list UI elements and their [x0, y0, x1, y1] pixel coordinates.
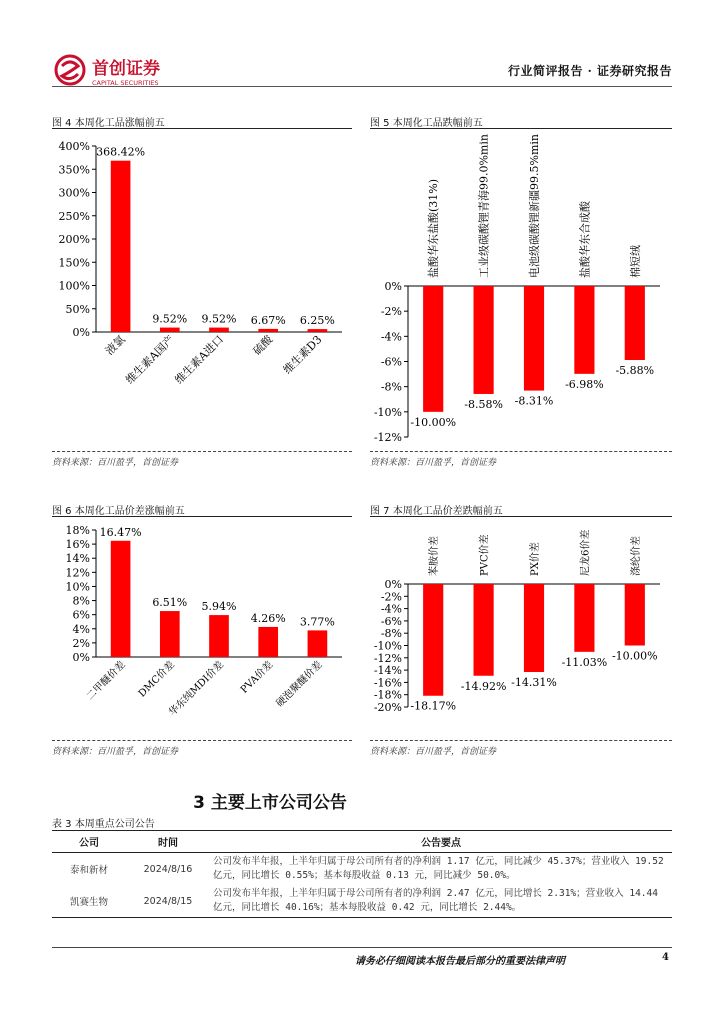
category-label: 维生素D3 [280, 332, 325, 377]
table-title: 表 3 本周重点公司公告 [52, 819, 155, 830]
data-label: -8.58% [464, 397, 503, 411]
cell-company: 泰和新材 [69, 865, 108, 876]
y-tick-label: 0% [72, 326, 90, 339]
figure-4-title: 图 4 本周化工品涨幅前五 [52, 118, 165, 129]
figure-6-source-rule [52, 740, 352, 741]
bar [308, 329, 328, 332]
y-tick-label: -10% [373, 639, 402, 653]
figure-4-source-rule [52, 451, 352, 452]
y-tick-label: -2% [380, 590, 402, 604]
data-label: 9.52% [152, 312, 188, 326]
header-divider [52, 86, 672, 87]
category-label: DMC价差 [136, 659, 177, 700]
category-label: 棉短绒 [628, 245, 642, 278]
cell-date: 2024/8/15 [126, 885, 210, 918]
y-tick-label: -14% [373, 664, 402, 678]
category-label: PVC价差 [479, 534, 491, 576]
bar [625, 584, 645, 646]
bar [524, 286, 544, 391]
y-tick-label: 150% [58, 256, 90, 270]
page-number: 4 [662, 952, 669, 963]
figure-7-title: 图 7 本周化工品价差跌幅前五 [370, 506, 503, 517]
bar [209, 328, 229, 332]
data-label: 368.42% [96, 145, 146, 159]
y-tick-label: -6% [380, 614, 402, 628]
bar [423, 584, 443, 696]
y-tick-label: -6% [380, 355, 402, 369]
y-tick-label: 250% [58, 209, 90, 223]
category-label: 硬泡聚醚价差 [274, 659, 325, 710]
col-header-date: 时间 [126, 831, 210, 853]
data-label: 16.47% [99, 525, 142, 539]
bar [474, 584, 494, 676]
bar [423, 286, 443, 412]
data-label: -11.03% [561, 655, 608, 669]
data-label: 6.51% [152, 596, 188, 610]
figure-5-source: 资料来源：百川盈孚，首创证券 [370, 458, 497, 468]
bar [308, 630, 328, 657]
report-type: 行业简评报告 · 证券研究报告 [507, 64, 672, 78]
cell-date: 2024/8/16 [143, 863, 193, 875]
data-label: 6.67% [250, 313, 286, 327]
data-label: -18.17% [410, 699, 457, 713]
logo-graphic [52, 54, 192, 88]
y-tick-label: -4% [380, 602, 402, 616]
cell-note: 公司发布半年报，上半年归属于母公司所有者的净利润 1.17 亿元，同比减少 45.37%；营业收入 19.52 亿元，同比增长 0.55%；基本每股收益 0.13 元，同比减少 50.0%。 [213, 856, 664, 881]
y-tick-label: 16% [65, 538, 90, 552]
y-tick-label: 0% [384, 280, 402, 293]
y-tick-label: 6% [72, 608, 90, 622]
section-title: 3 主要上市公司公告 [193, 793, 347, 813]
y-tick-label: 18% [65, 524, 90, 537]
category-label: 电池级碳酸锂新疆99.5%min [528, 134, 541, 278]
table-row [52, 885, 672, 918]
y-tick-label: -4% [380, 330, 402, 344]
y-tick-label: 200% [58, 233, 90, 246]
category-label: 盐酸华东合成酸 [578, 201, 592, 278]
bar [209, 615, 229, 657]
y-tick-label: 0% [72, 651, 90, 664]
y-tick-label: -20% [373, 701, 402, 714]
data-label: -8.31% [514, 394, 554, 408]
cell-company: 凯赛生物 [52, 885, 126, 918]
figure-7-source-rule [370, 740, 672, 741]
data-label: -5.88% [615, 363, 655, 377]
bar [574, 584, 594, 652]
figure-5-source-rule [370, 451, 672, 452]
bar [474, 286, 494, 394]
y-tick-label: -10% [373, 405, 402, 419]
category-label: 液氯 [102, 332, 128, 358]
company-logo [52, 54, 192, 88]
data-label: -10.00% [611, 649, 658, 663]
bar [160, 611, 180, 657]
y-tick-label: -8% [380, 380, 402, 394]
chart-figure-5 [370, 129, 672, 449]
table-header-row [52, 831, 672, 853]
data-label: -10.00% [410, 415, 457, 429]
category-label: 二甲醚价差 [84, 659, 128, 703]
data-label: 6.25% [299, 314, 335, 328]
col-header-company: 公司 [52, 831, 126, 853]
y-tick-label: 50% [65, 302, 90, 316]
logo-cn-text: 首创证券 [92, 59, 160, 79]
figure-6-title: 图 6 本周化工品价差涨幅前五 [52, 506, 185, 517]
category-label: PVA价差 [238, 659, 276, 696]
category-label: 维生素A国产 [123, 332, 177, 387]
y-tick-label: 10% [65, 580, 90, 594]
data-label: 5.94% [201, 600, 237, 614]
y-tick-label: 8% [72, 594, 90, 608]
announcement-table [52, 830, 672, 918]
chart-figure-6 [52, 517, 352, 739]
category-label: 华东纯MDI价差 [167, 659, 227, 719]
bar [111, 161, 131, 332]
y-tick-label: -16% [373, 676, 402, 690]
y-tick-label: 2% [72, 636, 90, 650]
bar [258, 329, 278, 332]
bar [160, 328, 180, 332]
y-tick-label: -18% [373, 688, 402, 702]
bar [111, 541, 131, 657]
chart-figure-4 [52, 129, 352, 449]
footer-disclaimer: 请务必仔细阅读本报告最后部分的重要法律声明 [355, 956, 565, 967]
bar [574, 286, 594, 374]
data-label: 4.26% [250, 611, 286, 625]
y-tick-label: 350% [58, 163, 90, 177]
cell-note: 公司发布半年报，上半年归属于母公司所有者的净利润 2.47 亿元，同比增长 2.31%；营业收入 14.44 亿元，同比增长 40.16%；基本每股收益 0.42 元，同比增长 2.44%。 [210, 885, 672, 918]
figure-6-source: 资料来源：百川盈孚，首创证券 [52, 747, 179, 757]
y-tick-label: -12% [373, 431, 402, 444]
figure-7-source: 资料来源：百川盈孚，首创证券 [370, 747, 497, 757]
bar [524, 584, 544, 672]
y-tick-label: -2% [380, 305, 402, 319]
data-label: 3.77% [299, 615, 335, 629]
y-tick-label: -8% [380, 627, 402, 641]
category-label: 维生素A进口 [172, 332, 227, 387]
chart-figure-7 [370, 517, 672, 739]
category-label: 工业级碳酸锂青海99.0%min [477, 134, 491, 278]
y-tick-label: 300% [58, 186, 90, 200]
data-label: -14.31% [511, 676, 557, 690]
category-label: PX价差 [530, 542, 541, 576]
data-label: 9.52% [201, 312, 237, 326]
figure-5-title: 图 5 本周化工品跌幅前五 [370, 118, 483, 129]
bar [258, 627, 278, 657]
data-label: -14.92% [460, 679, 507, 693]
data-label: -6.98% [565, 377, 604, 391]
y-tick-label: 12% [65, 566, 90, 580]
figure-4-source: 资料来源：百川盈孚，首创证券 [52, 458, 179, 468]
y-tick-label: 400% [58, 140, 90, 153]
table-row [52, 853, 672, 886]
y-tick-label: -12% [373, 651, 402, 665]
y-tick-label: 4% [72, 622, 90, 636]
y-tick-label: 14% [65, 552, 90, 566]
category-label: 涤纶价差 [630, 536, 642, 576]
y-tick-label: 100% [58, 279, 90, 293]
category-label: 苯胺价差 [429, 536, 441, 576]
y-tick-label: 0% [384, 578, 402, 591]
category-label: 尼龙6价差 [580, 529, 592, 576]
category-label: 盐酸华东盐酸(31%) [427, 178, 441, 278]
col-header-notes: 公告要点 [210, 831, 672, 853]
logo-s-mark [62, 62, 78, 79]
footer-divider [52, 947, 672, 948]
logo-en-text: CAPITAL SECURITIES [92, 79, 159, 87]
category-label: 硫酸 [250, 332, 276, 358]
bar [625, 286, 645, 360]
